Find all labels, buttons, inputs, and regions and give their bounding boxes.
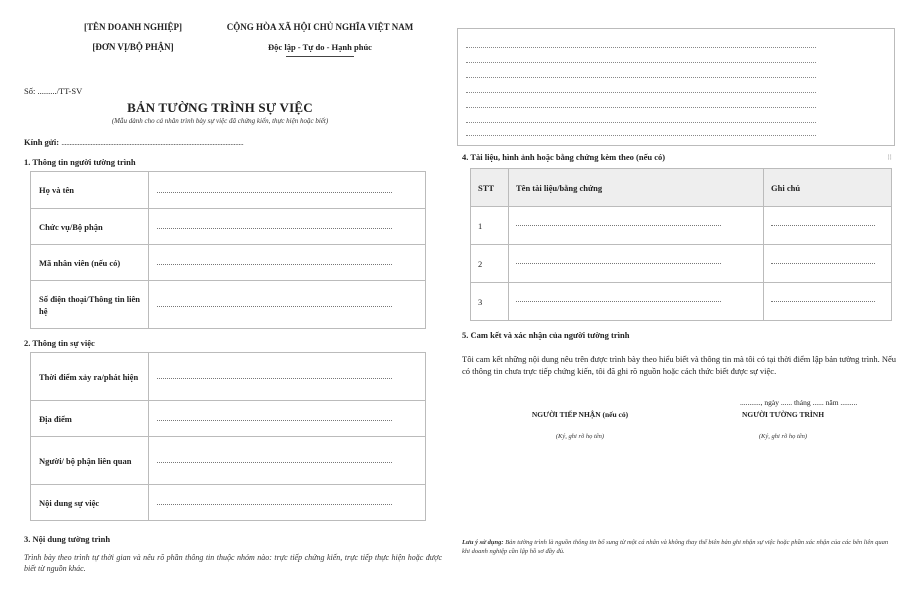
column-header: STT [471,169,509,207]
table-row [31,245,426,281]
column-header: Ghi chú [764,169,892,207]
recipient-field[interactable]: ................................................................................................................ [61,137,244,147]
section2-heading: 2. Thông tin sự việc [24,338,95,348]
table-row [31,437,426,485]
row-label: Chức vụ/Bộ phận [31,209,149,245]
evidence-table [470,168,892,321]
document-number: Số: ........./TT-SV [24,86,83,96]
motto-underline [286,56,354,57]
motto: Độc lập - Tự do - Hạnh phúc [268,42,372,52]
table-row [31,401,426,437]
section3-heading: 3. Nội dung tường trình [24,534,111,544]
name-field[interactable] [149,172,426,209]
section5-heading: 5. Cam kết và xác nhận của người tường trình [462,330,630,340]
position-field[interactable] [149,209,426,245]
writing-line [466,122,816,123]
row-label: Địa điểm [31,401,149,437]
table-row [31,172,426,209]
row-label: Họ và tên [31,172,149,209]
row-label: Nội dung sự việc [31,485,149,521]
evidence-note-field[interactable] [764,283,892,321]
reporter-signature-block [708,410,858,440]
date-line[interactable]: ..........., ngày ...... tháng ...... năm ......... [740,398,858,407]
writing-line [466,77,816,78]
table-row [31,353,426,401]
header-left [78,22,188,62]
incident-info-table [30,352,426,521]
document-title: BẢN TƯỜNG TRÌNH SỰ VIỆC [127,100,313,115]
statement-content-box[interactable] [457,28,895,146]
recipient-line [24,137,243,147]
document-subtitle: (Mẫu dành cho cá nhân trình bày sự việc đã chứng kiến, thực hiện hoặc biết) [111,117,329,125]
writing-line [466,135,816,136]
table-row [471,245,892,283]
receiver-role: NGƯỜI TIẾP NHẬN (nếu có) [531,410,629,419]
location-field[interactable] [149,401,426,437]
company-name: [TÊN DOANH NGHIỆP] [83,22,182,32]
table-header-row [471,169,892,207]
unit-name: [ĐƠN VỊ/BỘ PHẬN] [92,42,174,52]
table-row [471,283,892,321]
table-row [31,485,426,521]
commitment-text: Tôi cam kết những nội dung nêu trên được trình bày theo hiểu biết và thông tin mà tôi có tại thời điểm lập bản tường trình. Nếu có thông tin chưa trực tiếp chứng kiến, tôi đã ghi rõ nguồn hoặc cách thức biết được sự việc. [462,354,896,376]
recipient-label: Kính gửi: [24,137,60,147]
writing-line [466,47,816,48]
writing-line [466,92,816,93]
incident-content-field[interactable] [149,485,426,521]
row-number: 1 [471,207,509,245]
reporter-info-table [30,171,426,329]
evidence-note-field[interactable] [764,245,892,283]
employee-id-field[interactable] [149,245,426,281]
row-label: Thời điểm xảy ra/phát hiện [31,353,149,401]
section4-heading: 4. Tài liệu, hình ảnh hoặc bằng chứng kèm theo (nếu có) [462,152,666,162]
evidence-name-field[interactable] [509,245,764,283]
evidence-name-field[interactable] [509,207,764,245]
evidence-name-field[interactable] [509,283,764,321]
related-party-field[interactable] [149,437,426,485]
row-number: 2 [471,245,509,283]
time-field[interactable] [149,353,426,401]
section3-instructions: Trình bày theo trình tự thời gian và nêu rõ phần thông tin thuộc nhóm nào: trực tiếp chứng kiến, trực tiếp thực hiện hoặc được biết từ nguồn khác. [24,553,442,573]
receiver-signature-block [500,410,660,440]
writing-line [466,62,816,63]
table-row [471,207,892,245]
evidence-note-field[interactable] [764,207,892,245]
table-row [31,209,426,245]
usage-note-text: Bản tường trình là nguồn thông tin bổ sung từ một cá nhân và không thay thế biên bản ghi nhận sự việc hoặc phần xác nhận của các bên liên quan khi doanh nghiệp cần lập hồ sơ đầy đủ. [462,539,889,555]
reporter-hint: (Ký, ghi rõ họ tên) [758,433,808,440]
nation-name: CỘNG HÒA XÃ HỘI CHỦ NGHĨA VIỆT NAM [226,22,414,32]
usage-note-label: Lưu ý sử dụng: [462,539,504,546]
contact-field[interactable] [149,281,426,329]
section1-heading: 1. Thông tin người tường trình [24,157,136,167]
table-handle-icon[interactable]: ⠿ [887,154,893,162]
table-row [31,281,426,329]
writing-line [466,107,816,108]
column-header: Tên tài liệu/bằng chứng [509,169,764,207]
row-number: 3 [471,283,509,321]
usage-note [462,538,896,556]
row-label: Số điện thoại/Thông tin liên hệ [31,281,149,329]
header-right [215,22,425,67]
reporter-role: NGƯỜI TƯỜNG TRÌNH [741,410,825,419]
receiver-hint: (Ký, ghi rõ họ tên) [555,433,605,440]
row-label: Người/ bộ phận liên quan [31,437,149,485]
row-label: Mã nhân viên (nếu có) [31,245,149,281]
